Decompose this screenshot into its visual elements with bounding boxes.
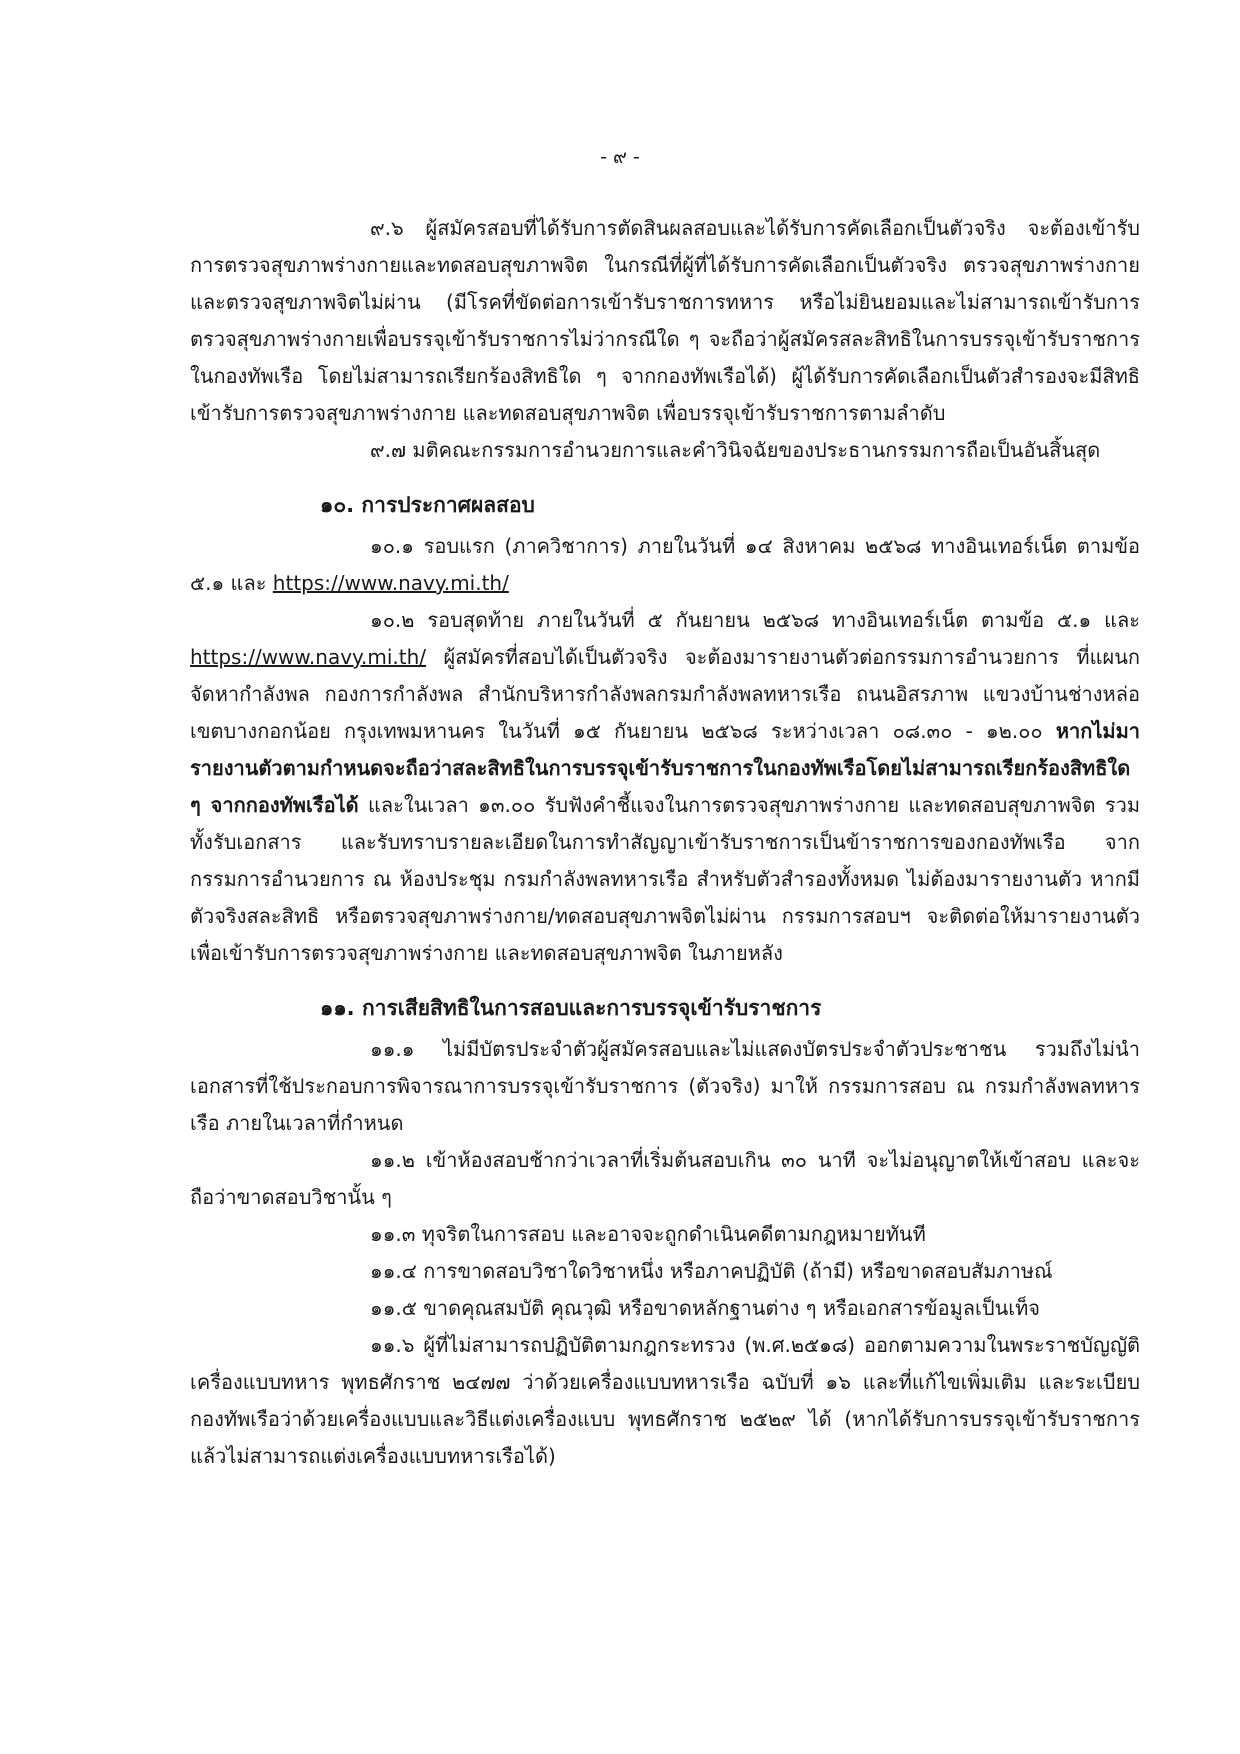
navy-website-link-2[interactable]: https://www.navy.mi.th/ [190,645,427,669]
section-11-heading: ๑๑. การเสียสิทธิในการสอบและการบรรจุเข้ารับราชการ [320,996,822,1020]
paragraph-9-6: ๙.๖ ผู้สมัครสอบที่ได้รับการตัดสินผลสอบและได้รับการคัดเลือกเป็นตัวจริง จะต้องเข้ารับการตรวจสุขภาพร่างกายและทดสอบสุขภาพจิต ในกรณีที่ผู้ที่ได้รับการคัดเลือกเป็นตัวจริง ตรวจสุขภาพร่างกาย และตรวจสุขภาพจิตไม่ผ่าน (มีโรคที่ขัดต่อการเข้ารับราชการทหาร หรือไม่ยินยอมและไม่สามารถเข้ารับการตรวจสุขภาพร่างกายเพื่อบรรจุเข้ารับราชการไม่ว่ากรณีใด ๆ จะถือว่าผู้สมัครสละสิทธิในการบรรจุเข้ารับราชการในกองทัพเรือ โดยไม่สามารถเรียกร้องสิทธิใด ๆ จากกองทัพเรือได้) ผู้ได้รับการคัดเลือกเป็นตัวสำรองจะมีสิทธิ เข้ารับการตรวจสุขภาพร่างกาย และทดสอบสุขภาพจิต เพื่อบรรจุเข้ารับราชการตามลำดับ [190,216,1140,425]
document-body [190,210,1140,1475]
paragraph-10-1 [190,528,1140,602]
paragraph-11-3: ๑๑.๓ ทุจริตในการสอบ และอาจจะถูกดำเนินคดีตามกฎหมายทันที [370,1222,926,1246]
paragraph-10-2-part-b: และในเวลา ๑๓.๐๐ รับฟังคำชี้แจงในการตรวจสุขภาพร่างกาย และทดสอบสุขภาพจิต รวมทั้งรับเอกสาร และรับทราบรายละเอียดในการทำสัญญาเข้ารับราชการเป็นข้าราชการของกองทัพเรือ จากกรรมการอำนวยการ ณ ห้องประชุม กรมกำลังพลทหารเรือ สำหรับตัวสำรองทั้งหมด ไม่ต้องมารายงานตัว หากมีตัวจริงสละสิทธิ หรือตรวจสุขภาพร่างกาย/ทดสอบสุขภาพจิตไม่ผ่าน กรรมการสอบฯ จะติดต่อให้มารายงานตัวเพื่อเข้ารับการตรวจสุขภาพร่างกาย และทดสอบสุขภาพจิต ในภายหลัง [190,793,1141,965]
navy-website-link[interactable]: https://www.navy.mi.th/ [272,571,509,595]
paragraph-11-2: ๑๑.๒ เข้าห้องสอบช้ากว่าเวลาที่เริ่มต้นสอบเกิน ๓๐ นาที จะไม่อนุญาตให้เข้าสอบ และจะถือว่าขาดสอบวิชานั้น ๆ [190,1148,1140,1209]
paragraph-10-2-part-a: ผู้สมัครที่สอบได้เป็นตัวจริง จะต้องมารายงานตัวต่อกรรมการอำนวยการ ที่แผนกจัดหากำลังพล กองการกำลังพล สำนักบริหารกำลังพลกรมกำลังพลทหารเรือ ถนนอิสรภาพ แขวงบ้านช่างหล่อ เขตบางกอกน้อย กรุงเทพมหานคร ในวันที่ ๑๕ กันยายน ๒๕๖๘ ระหว่างเวลา ๐๘.๓๐ - ๑๒.๐๐ [190,645,1140,743]
paragraph-11-5: ๑๑.๕ ขาดคุณสมบัติ คุณวุฒิ หรือขาดหลักฐานต่าง ๆ หรือเอกสารข้อมูลเป็นเท็จ [370,1296,1040,1320]
paragraph-11-1: ๑๑.๑ ไม่มีบัตรประจำตัวผู้สมัครสอบและไม่แสดงบัตรประจำตัวประชาชน รวมถึงไม่นำเอกสารที่ใช้ประกอบการพิจารณาการบรรจุเข้ารับราชการ (ตัวจริง) มาให้ กรรมการสอบ ณ กรมกำลังพลทหารเรือ ภายในเวลาที่กำหนด [190,1037,1140,1135]
paragraph-10-1-text: ๑๐.๑ รอบแรก (ภาควิชาการ) ภายในวันที่ ๑๔ สิงหาคม ๒๕๖๘ ทางอินเทอร์เน็ต ตามข้อ ๕.๑ และ [190,534,1140,595]
paragraph-10-2-bold-warning: หากไม่มารายงานตัวตามกำหนดจะถือว่าสละสิทธิในการบรรจุเข้ารับราชการในกองทัพเรือโดยไม่สามารถเรียกร้องสิทธิใด ๆ จากกองทัพเรือได้ [190,719,1140,817]
paragraph-10-2 [190,602,1140,972]
paragraph-11-6: ๑๑.๖ ผู้ที่ไม่สามารถปฏิบัติตามกฎกระทรวง (พ.ศ.๒๕๑๘) ออกตามความในพระราชบัญญัติเครื่องแบบทหาร พุทธศักราช ๒๔๗๗ ว่าด้วยเครื่องแบบทหารเรือ ฉบับที่ ๑๖ และที่แก้ไขเพิ่มเติม และระเบียบกองทัพเรือว่าด้วยเครื่องแบบและวิธีแต่งเครื่องแบบ พุทธศักราช ๒๕๒๙ ได้ (หากได้รับการบรรจุเข้ารับราชการแล้วไม่สามารถแต่งเครื่องแบบทหารเรือได้) [190,1333,1140,1468]
paragraph-10-2-text: ๑๐.๒ รอบสุดท้าย ภายในวันที่ ๕ กันยายน ๒๕๖๘ ทางอินเทอร์เน็ต ตามข้อ ๕.๑ และ [370,608,1140,632]
section-10-heading: ๑๐. การประกาศผลสอบ [320,493,535,517]
paragraph-11-4: ๑๑.๔ การขาดสอบวิชาใดวิชาหนึ่ง หรือภาคปฏิบัติ (ถ้ามี) หรือขาดสอบสัมภาษณ์ [370,1259,1053,1283]
paragraph-9-7: ๙.๗ มติคณะกรรมการอำนวยการและคำวินิจฉัยของประธานกรรมการถือเป็นอันสิ้นสุด [370,438,1101,462]
page-number: - ๙ - [600,146,640,168]
